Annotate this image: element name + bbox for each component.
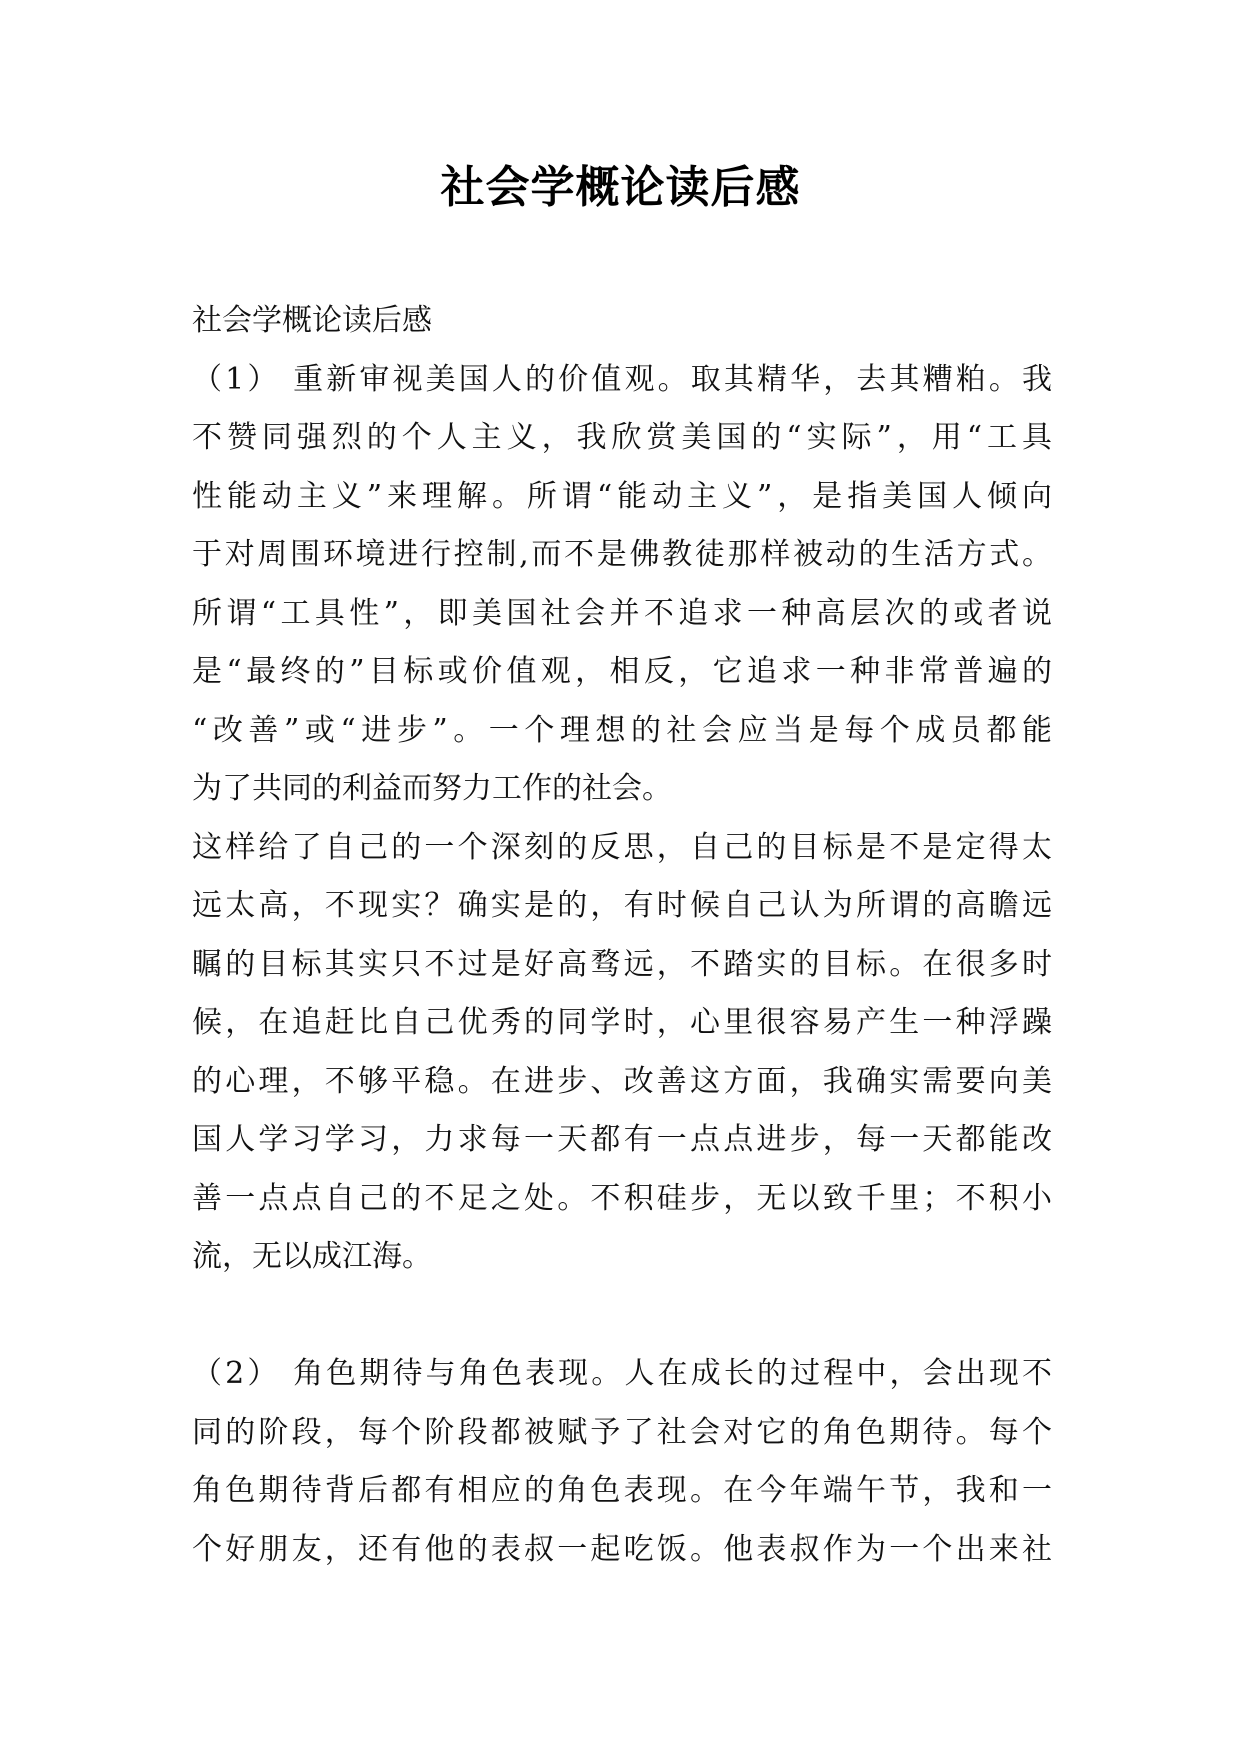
text-line: 是“最终的”目标或价值观，相反，它追求一种非常普遍的 [192, 654, 1052, 689]
text-line: （2） 角色期待与角色表现。人在成长的过程中，会出现不 [192, 1356, 1052, 1391]
text-line: 角色期待背后都有相应的角色表现。在今年端午节，我和一 [192, 1473, 1052, 1508]
text-line: 同的阶段，每个阶段都被赋予了社会对它的角色期待。每个 [192, 1414, 1052, 1450]
text-line: 社会学概论读后感 [192, 303, 432, 338]
document-title: 社会学概论读后感 [440, 162, 801, 213]
text-line: 性能动主义”来理解。所谓“能动主义”，是指美国人倾向 [192, 478, 1052, 514]
text-line: 瞩的目标其实只不过是好高骛远，不踏实的目标。在很多时 [192, 946, 1052, 982]
text-line: 所谓“工具性”，即美国社会并不追求一种高层次的或者说 [192, 595, 1052, 631]
text-line: （1） 重新审视美国人的价值观。取其精华，去其糟粕。我 [192, 361, 1052, 397]
text-line: 不赞同强烈的个人主义，我欣赏美国的“实际”，用“工具 [192, 420, 1052, 455]
text-line: 流，无以成江海。 [192, 1239, 432, 1274]
text-line: 候，在追赶比自己优秀的同学时，心里很容易产生一种浮躁 [192, 1005, 1052, 1040]
document-body [192, 292, 1052, 1579]
text-line: 为了共同的利益而努力工作的社会。 [192, 771, 672, 806]
text-line: 这样给了自己的一个深刻的反思，自己的目标是不是定得太 [192, 829, 1052, 865]
text-line: 善一点点自己的不足之处。不积硅步，无以致千里；不积小 [192, 1180, 1052, 1216]
text-line: 国人学习学习，力求每一天都有一点点进步，每一天都能改 [192, 1122, 1052, 1157]
text-line: “改善”或“进步”。一个理想的社会应当是每个成员都能 [192, 712, 1052, 748]
text-line: 于对周围环境进行控制,而不是佛教徒那样被动的生活方式。 [192, 537, 1052, 572]
text-line: 个好朋友，还有他的表叔一起吃饭。他表叔作为一个出来社 [192, 1531, 1052, 1567]
text-line: 的心理，不够平稳。在进步、改善这方面，我确实需要向美 [192, 1063, 1052, 1099]
blank-line [192, 1287, 1052, 1346]
text-line: 远太高，不现实？确实是的，有时候自己认为所谓的高瞻远 [192, 888, 1052, 923]
